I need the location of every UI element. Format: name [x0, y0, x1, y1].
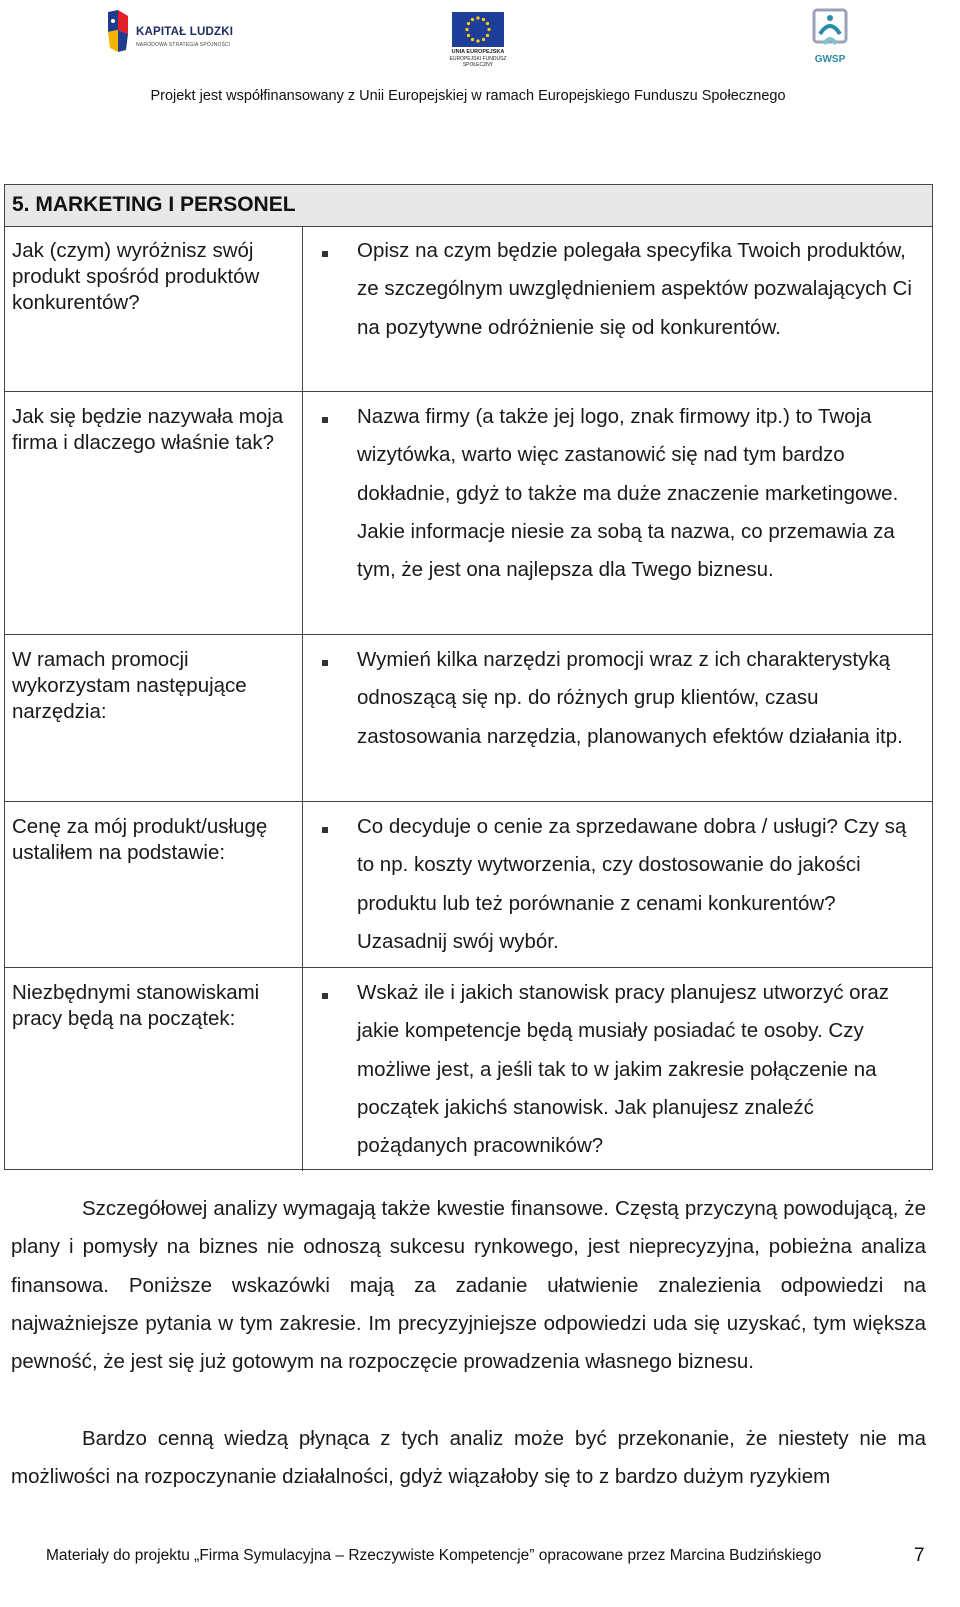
body-paragraph-text: Szczegółowej analizy wymagają także kwestie finansowe. Częstą przyczyną powodującą, że plany i pomysły na biznes nie odnoszą sukcesu rynkowego, jest nieprecyzyjna, pobieżna analiza finansowa. Poniższe wskazówki mają za zadanie ułatwienie znalezienia odpowiedzi na najważniejsze pytania w tym zakresie. Im precyzyjniejsze odpowiedzi uda się uzyskać, tym większa pewność, że jest się już gotowym na rozpoczęcie prowadzenia własnego biznesu.	[11, 1197, 926, 1374]
eu-logo-line3: SPOŁECZNY	[462, 62, 494, 68]
logo-kl-title: KAPITAŁ LUDZKI	[136, 26, 234, 38]
body-paragraph	[11, 1190, 926, 1381]
row-divider	[5, 967, 932, 968]
eu-logo-line1: UNIA EUROPEJSKA	[451, 49, 505, 55]
table-row-answer: Co decyduje o cenie za sprzedawane dobra / usługi? Czy są to np. koszty wytworzenia, czy dostosowanie do jakości produktu lub też porównanie z cenami konkurentów? Uzasadnij swój wybór.	[357, 815, 907, 953]
table-row-question: Niezbędnymi stanowiskami pracy będą na początek:	[12, 981, 260, 1030]
page-number: 7	[914, 1545, 925, 1566]
eu-logo-line2: EUROPEJSKI FUNDUSZ	[449, 56, 507, 62]
gwsp-logo	[806, 4, 854, 68]
bullet-icon	[322, 417, 328, 423]
row-divider	[5, 801, 932, 802]
eu-flag-icon	[452, 12, 504, 47]
body-paragraph-text: Bardzo cenną wiedzą płynąca z tych analiz może być przekonanie, że niestety nie ma możliwości na rozpoczynanie działalności, gdyż wiązałoby się to z bardzo dużym ryzykiem	[11, 1427, 926, 1489]
gwsp-logo-text: GWSP	[814, 54, 846, 65]
gwsp-emblem-icon	[806, 4, 854, 54]
bullet-icon	[322, 251, 328, 257]
bullet-icon	[322, 827, 328, 833]
table-row-question: Cenę za mój produkt/usługę ustaliłem na podstawie:	[12, 815, 268, 864]
column-divider	[302, 227, 303, 1171]
row-divider	[5, 391, 932, 392]
row-divider	[5, 634, 932, 635]
footer-text: Materiały do projektu „Firma Symulacyjna – Rzeczywiste Kompetencje” opracowane przez Marcina Budzińskiego	[46, 1547, 822, 1564]
table-row-question: Jak (czym) wyróżnisz swój produkt spośród produktów konkurentów?	[12, 239, 260, 314]
table-row-question: W ramach promocji wykorzystam następujące narzędzia:	[12, 648, 247, 723]
marketing-personnel-table	[4, 184, 933, 1170]
table-title: 5. MARKETING I PERSONEL	[12, 193, 296, 216]
table-row-answer: Opisz na czym będzie polegała specyfika Twoich produktów, ze szczególnym uwzględnieniem aspektów pozwalających Ci na pozytywne odróżnienie się od konkurentów.	[357, 239, 912, 339]
table-row-answer: Wskaż ile i jakich stanowisk pracy planujesz utworzyć oraz jakie kompetencje będą musiały posiadać te osoby. Czy możliwe jest, a jeśli tak to w jakim zakresie połączenie na początek jakichś stanowisk. Jak planujesz znaleźć pożądanych pracowników?	[357, 981, 890, 1158]
kapital-ludzki-mark-icon	[106, 10, 130, 52]
table-row-answer: Nazwa firmy (a także jej logo, znak firmowy itp.) to Twoja wizytówka, warto więc zastanowić się nad tym bardzo dokładnie, gdyż to także ma duże znaczenie marketingowe. Jakie informacje niesie za sobą ta nazwa, co przemawia za tym, że jest ona najlepsza dla Twego biznesu.	[357, 405, 899, 582]
eu-logo	[448, 12, 508, 72]
funding-statement: Projekt jest współfinansowany z Unii Europejskiej w ramach Europejskiego Funduszu Społecznego	[150, 88, 786, 104]
bullet-icon	[322, 660, 328, 666]
table-row-question: Jak się będzie nazywała moja firma i dlaczego właśnie tak?	[12, 405, 284, 454]
table-header	[5, 185, 932, 227]
logo-kl-subtitle: NARODOWA STRATEGIA SPÓJNOŚCI	[136, 42, 231, 48]
kapital-ludzki-logo	[106, 8, 236, 56]
body-paragraph	[11, 1420, 926, 1497]
table-row-answer: Wymień kilka narzędzi promocji wraz z ich charakterystyką odnoszącą się np. do różnych grup klientów, czasu zastosowania narzędzia, planowanych efektów działania itp.	[357, 648, 903, 748]
bullet-icon	[322, 993, 328, 999]
